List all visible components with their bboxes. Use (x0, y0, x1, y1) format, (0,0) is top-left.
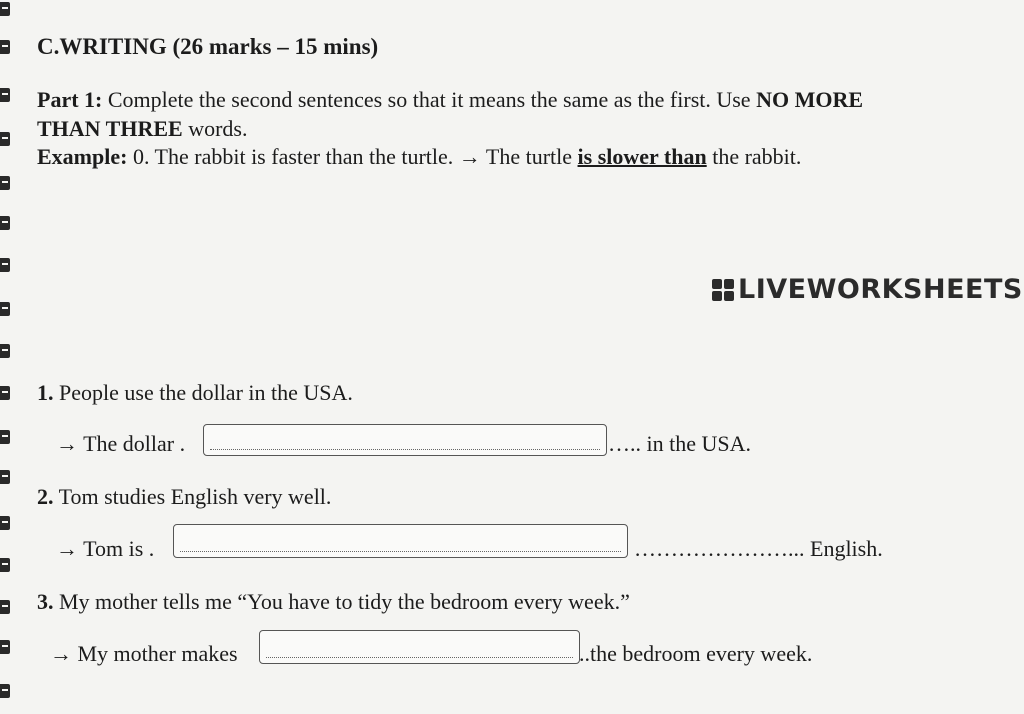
binding-mark (0, 640, 10, 654)
part1-instruction (37, 87, 863, 113)
part1-label: Part 1: (37, 87, 103, 112)
binding-mark (0, 386, 10, 400)
binding-mark (0, 430, 10, 444)
binding-mark (0, 88, 10, 102)
binding-mark (0, 176, 10, 190)
example-line (37, 144, 801, 170)
section-heading: C.WRITING (26 marks – 15 mins) (37, 34, 379, 59)
binding-mark (0, 684, 10, 698)
binding-mark (0, 344, 10, 358)
binding-mark (0, 516, 10, 530)
example-answer: is slower than (577, 144, 707, 169)
example-label: Example: (37, 144, 128, 169)
answer-prompt-2: → Tom is . (56, 536, 155, 561)
part1-instruction-text-2: words. (182, 116, 248, 141)
part1-instruction-bold: NO MORE (756, 87, 864, 112)
binding-mark (0, 258, 10, 272)
question-number: 3. (37, 589, 54, 614)
logo-text: LIVEWORKSHEETS (738, 274, 1023, 305)
liveworksheets-logo (712, 274, 1023, 305)
answer-input-2[interactable] (173, 524, 628, 558)
question-2 (37, 484, 331, 510)
answer-suffix-1: ….. in the USA. (608, 431, 751, 456)
answer-suffix-2: …………………... English. (634, 536, 883, 561)
part1-instruction-bold-2: THAN THREE (37, 116, 183, 141)
binding-mark (0, 216, 10, 230)
binding-mark (0, 132, 10, 146)
answer-prompt-3: → My mother makes (50, 641, 238, 666)
answer-input-3[interactable] (259, 630, 580, 664)
question-sentence: My mother tells me “You have to tidy the bedroom every week.” (53, 589, 630, 614)
question-1 (37, 380, 353, 406)
answer-input-1[interactable] (203, 424, 607, 456)
question-3 (37, 589, 630, 615)
example-text: 0. The rabbit is faster than the turtle. → The turtle (127, 144, 578, 169)
binding-mark (0, 558, 10, 572)
liveworksheets-icon (712, 279, 734, 301)
binding-mark (0, 600, 10, 614)
binding-mark (0, 470, 10, 484)
binding-mark (0, 40, 10, 54)
answer-suffix-3: ..the bedroom every week. (579, 641, 813, 666)
question-sentence: Tom studies English very well. (53, 484, 332, 509)
question-number: 1. (37, 380, 54, 405)
binding-mark (0, 302, 10, 316)
part1-instruction-text: Complete the second sentences so that it means the same as the first. Use (102, 87, 757, 112)
binding-mark (0, 2, 10, 16)
part1-instruction-line2 (37, 116, 247, 142)
question-number: 2. (37, 484, 54, 509)
answer-prompt-1: → The dollar . (56, 431, 186, 456)
example-end: the rabbit. (706, 144, 802, 169)
question-sentence: People use the dollar in the USA. (53, 380, 353, 405)
